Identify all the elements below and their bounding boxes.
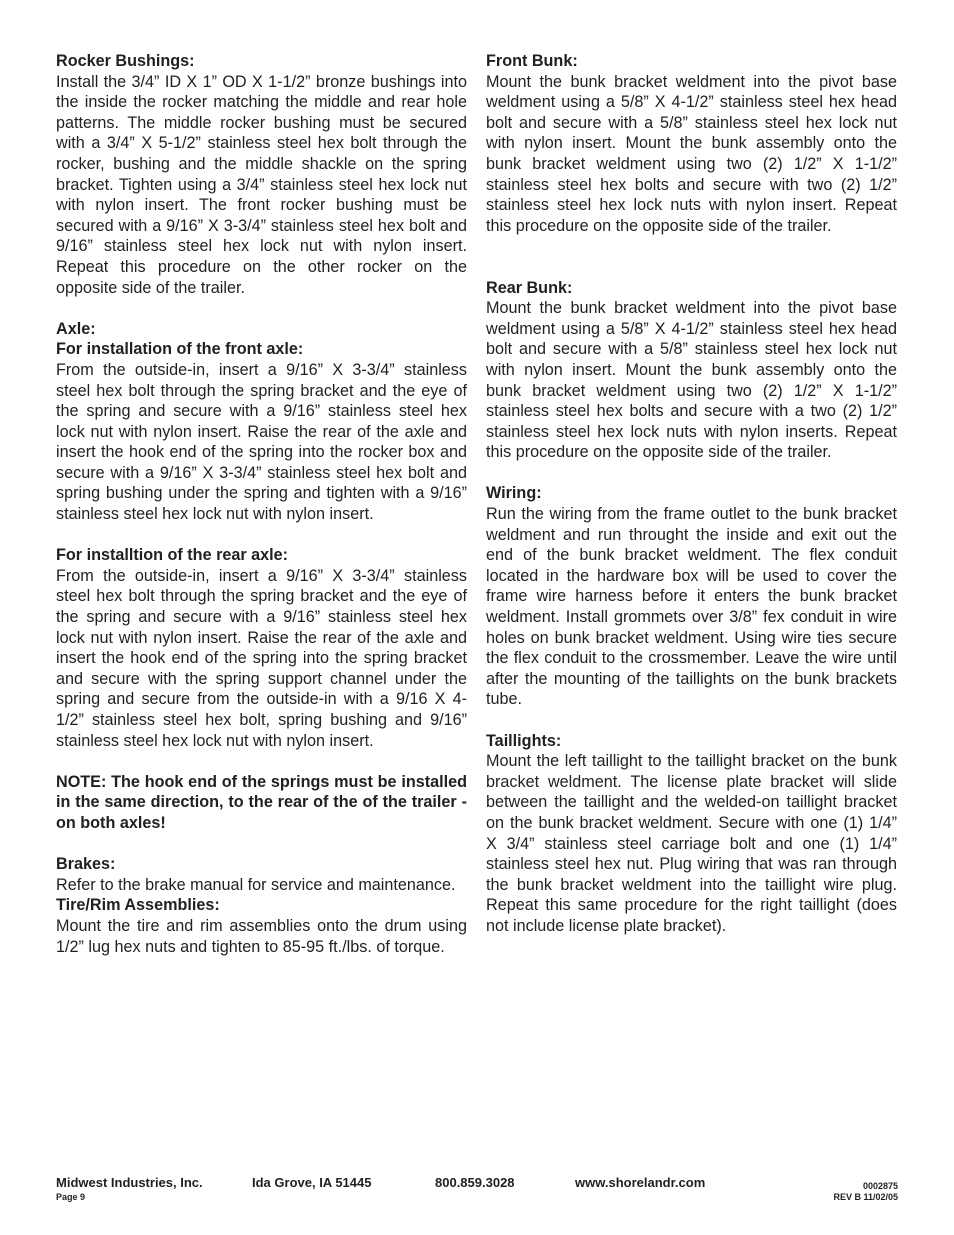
wiring-text: Run the wiring from the frame outlet to the bunk bracket weldment and run throught the inside and exit out the end of the bunk bracket weldment. The flex conduit located in the hardware box will be used to cover the frame wire harness before it enters the bunk bracket weldment. Install grommets over 3/8” fex conduit in wire holes on bunk bracket weldment. Using wire ties secure the flex conduit to the crossmember. Leave the wire until after the mounting of the taillights on the bunk brackets tube. [486, 505, 897, 709]
taillights-heading: Taillights: [486, 731, 562, 750]
front-axle-text: From the outside-in, insert a 9/16” X 3-3/4” stainless steel hex bolt through the spring bracket and the eye of the spring and secure with a 9/16” stainless steel hex lock nut with nylon insert. Raise the rear of the axle and insert the hook end of the spring into the rocker box and secure with a 9/16” X 3-3/4” stainless steel hex bolt and spring bushing under the spring and tighten with a 9/16” stainless steel hex lock nut with nylon insert. [56, 360, 467, 524]
left-column [56, 51, 467, 957]
front-axle-heading: For installation of the front axle: [56, 340, 304, 359]
footer-company: Midwest Industries, Inc. [56, 1175, 203, 1190]
footer-phone: 800.859.3028 [435, 1175, 515, 1190]
rear-axle-heading: For installtion of the rear axle: [56, 546, 289, 565]
note-text: NOTE: The hook end of the springs must be installed in the same direction, to the rear of the of the trailer - on both axles! [56, 772, 467, 832]
spacer [486, 710, 897, 731]
spacer [56, 525, 467, 546]
footer-revision: REV B 11/02/05 [833, 1192, 898, 1202]
footer-location: Ida Grove, IA 51445 [252, 1175, 372, 1190]
rocker-bushings-heading: Rocker Bushings: [56, 52, 195, 70]
tire-rim-text: Mount the tire and rim assemblies onto the drum using 1/2” lug hex nuts and tighten to 85-95 ft./lbs. of torque. [56, 916, 467, 956]
tire-rim-heading: Tire/Rim Assemblies: [56, 896, 220, 915]
rear-axle-text: From the outside-in, insert a 9/16” X 3-3/4” stainless steel hex bolt through the spring bracket and the eye of the spring and secure with a 9/16” stainless steel hex lock nut with nylon insert. Raise the rear of the axle and insert the hook end of the spring into the spring bracket and secure with the spring support channel under the spring and secure from the outside-in with a 9/16 X 4-1/2” stainless steel hex bolt, spring bushing and 9/16” stainless steel hex lock nut with nylon insert. [56, 566, 467, 750]
page-footer [56, 1175, 898, 1202]
footer-website[interactable]: www.shorelandr.com [575, 1175, 706, 1190]
footer-page-number: Page 9 [56, 1192, 86, 1202]
footer-contact-line [56, 1175, 898, 1191]
front-bunk-heading: Front Bunk: [486, 52, 578, 70]
wiring-heading: Wiring: [486, 484, 542, 503]
brakes-text: Refer to the brake manual for service and maintenance. [56, 875, 456, 894]
right-column [486, 51, 897, 937]
rear-bunk-text: Mount the bunk bracket weldment into the pivot base weldment using a 5/8” X 4-1/2” stainless steel hex head bolt and secure with a 5/8” stainless steel hex lock nut with nylon insert. Mount the bunk assembly onto the bunk bracket weldment using two (2) 1/2” X 1-1/2” stainless steel hex bolts and secure with a two (2) 1/2” stainless steel hex lock nuts with nylon inserts. Repeat this procedure on the opposite side of the trailer. [486, 299, 897, 462]
spacer [486, 463, 897, 484]
spacer [56, 298, 467, 319]
front-bunk-text: Mount the bunk bracket weldment into the pivot base weldment using a 5/8” X 4-1/2” stainless steel hex head bolt and secure with a 5/8” stainless steel hex lock nut with nylon insert. Mount the bunk assembly onto the bunk bracket weldment using two (2) 1/2” X 1-1/2” stainless steel hex bolts and secure with two (2) 1/2” stainless steel hex lock nuts with nylon insert. Repeat this procedure on the opposite side of the trailer. [486, 72, 897, 235]
taillights-text: Mount the left taillight to the taillight bracket on the bunk bracket weldment. The license plate bracket will slide between the taillight and the welded-on taillight bracket on the bunk bracket weldment. Secure with one (1) 1/4” X 3/4” stainless steel carriage bolt and one (1) 1/4” stainless steel hex nut. Plug wiring that was ran through the bunk bracket weldment into the taillight wire plug. Repeat this same procedure for the right taillight (does not include license plate bracket). [486, 752, 897, 935]
axle-heading: Axle: [56, 319, 96, 338]
rocker-bushings-text: Install the 3/4” ID X 1” OD X 1-1/2” bronze bushings into the inside the rocker matching the middle and rear hole patterns. The middle rocker bushing must be secured with a 3/4” X 5-1/2” stainless steel hex bolt through the rocker, bushing and the middle shackle on the spring bracket. Tighten using a 3/4” stainless steel hex lock nut with nylon insert. The front rocker bushing must be secured with a 9/16” X 3-3/4” stainless steel hex bolt and 9/16” stainless steel hex lock nut with nylon insert. Repeat this procedure on the other rocker on the opposite side of the trailer. [56, 72, 467, 297]
footer-doc-number: 0002875 [862, 1181, 898, 1191]
rear-bunk-heading: Rear Bunk: [486, 278, 573, 297]
brakes-heading: Brakes: [56, 855, 116, 874]
spacer [56, 834, 467, 855]
spacer [56, 751, 467, 772]
spacer [486, 236, 897, 277]
